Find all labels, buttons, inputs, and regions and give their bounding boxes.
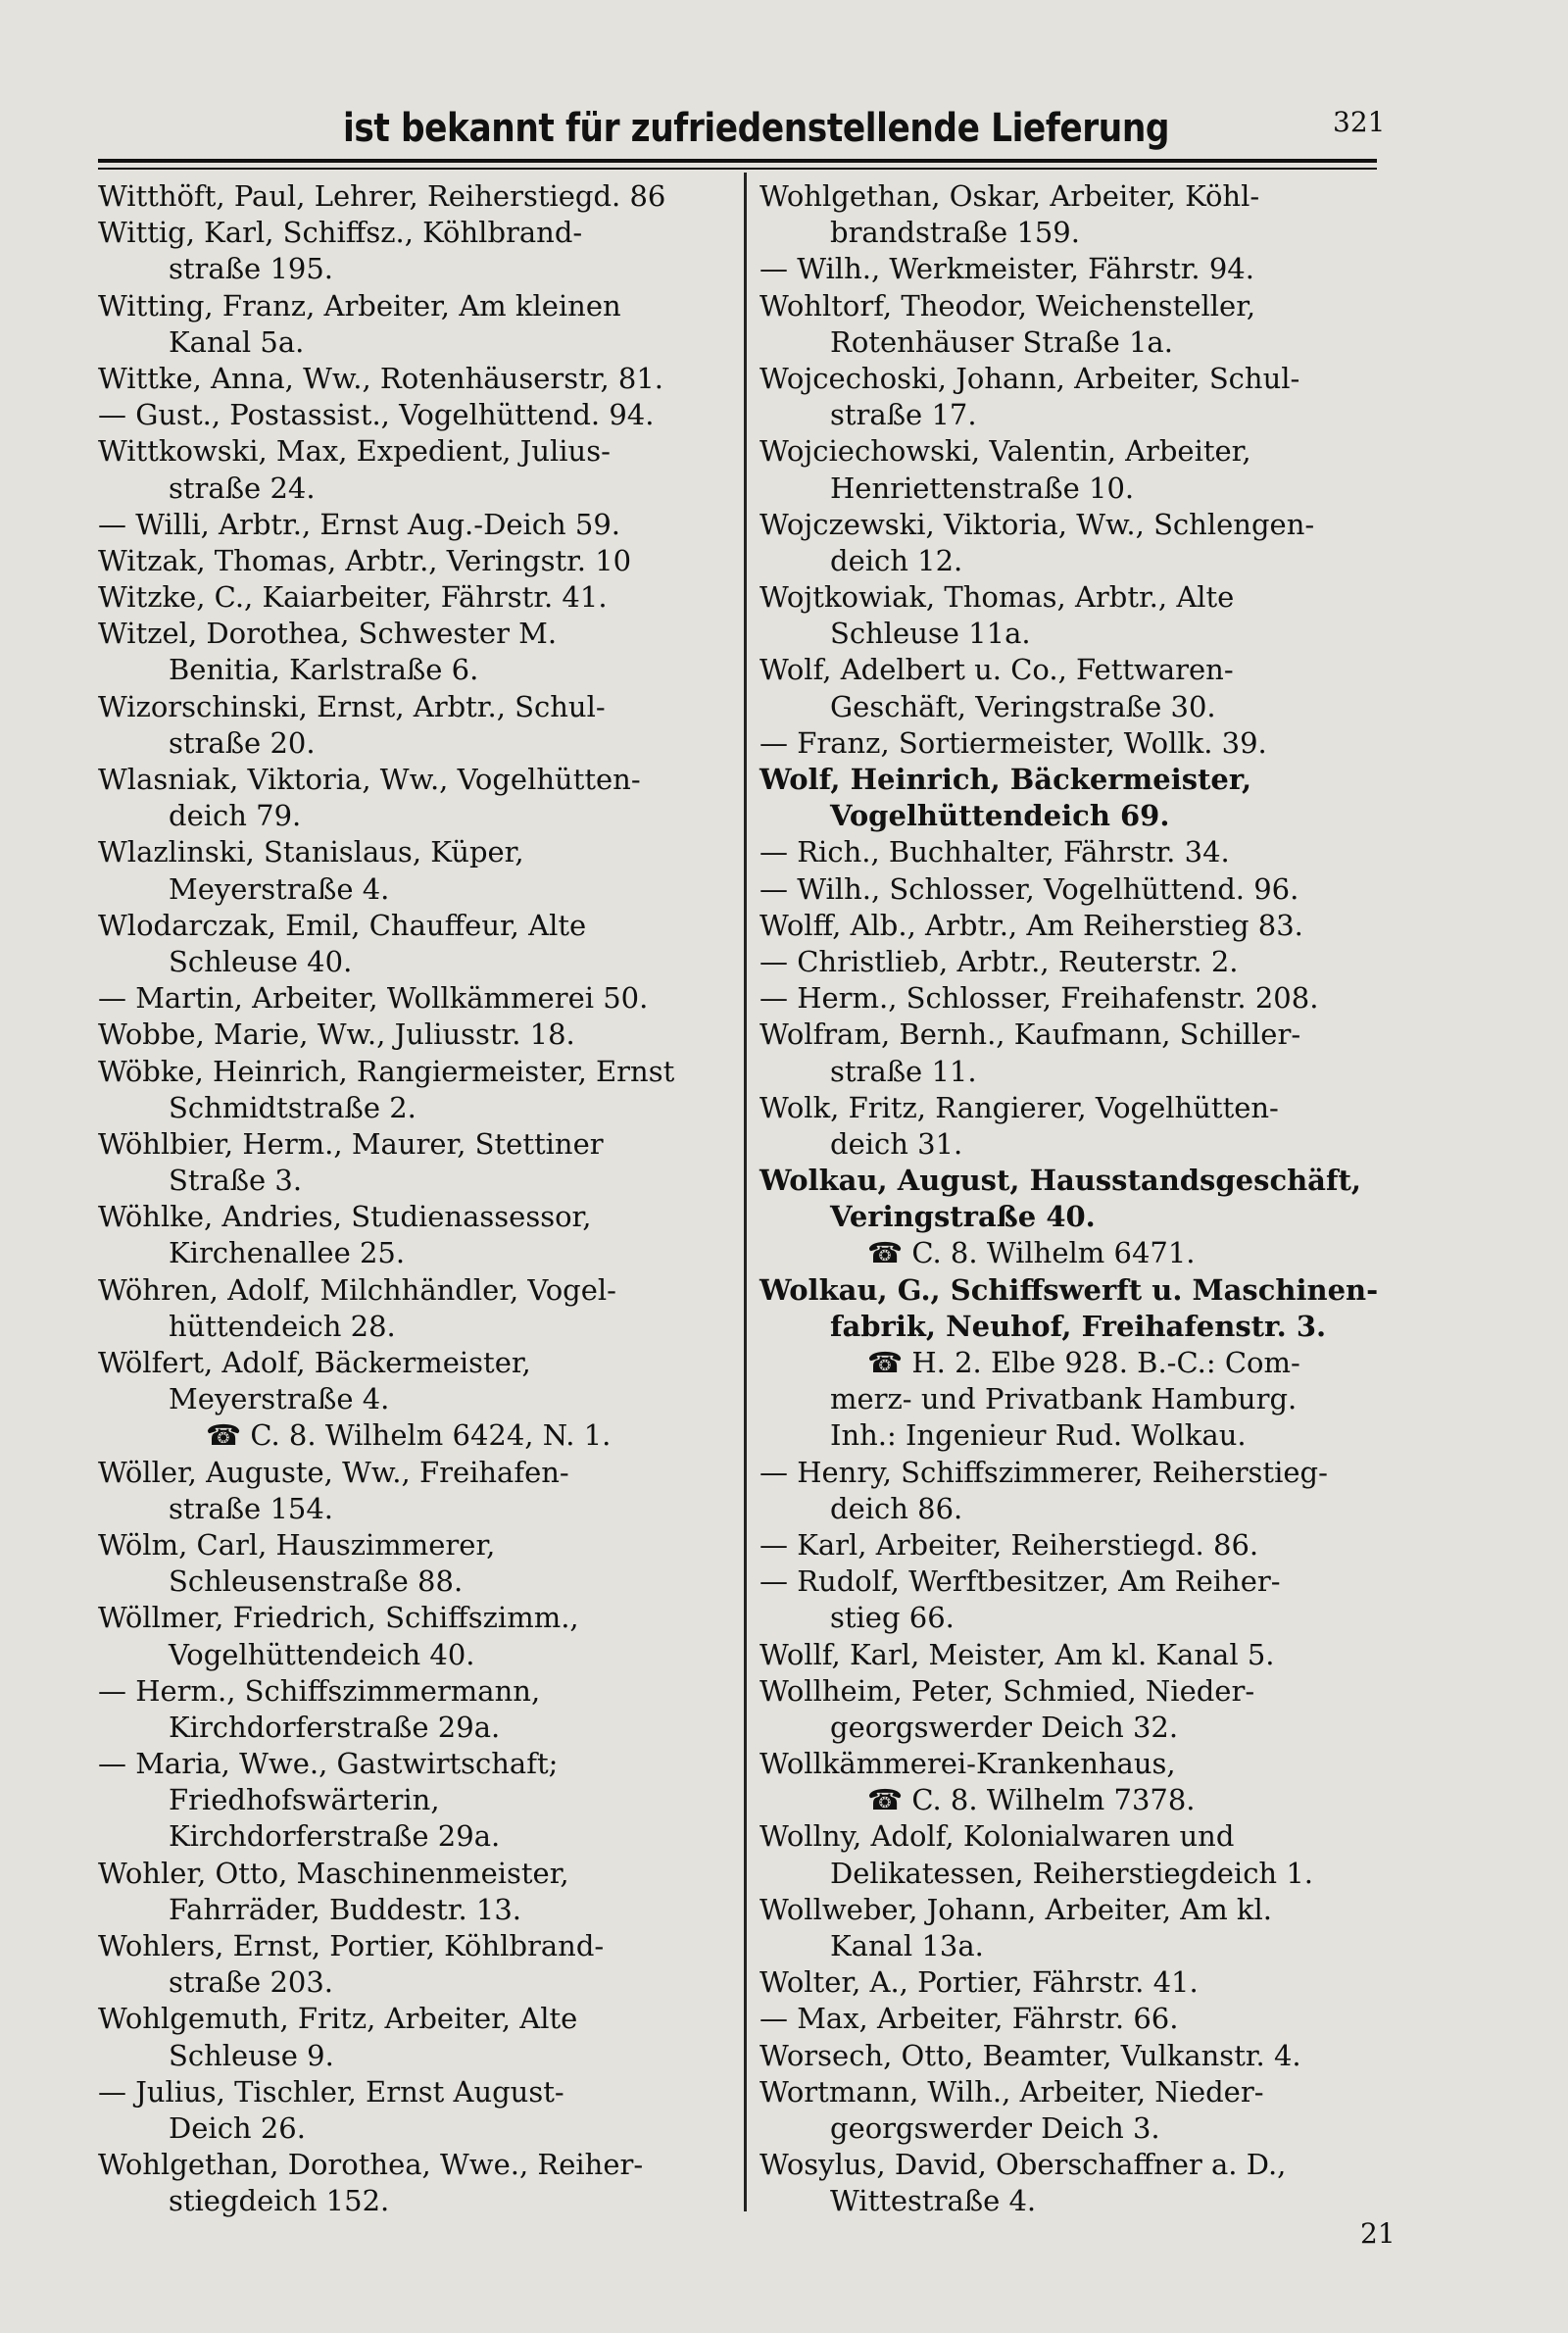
directory-entry-line: hüttendeich 28.: [169, 1309, 396, 1343]
directory-entry-line: straße 20.: [169, 725, 316, 760]
directory-entry-line: Friedhofswärterin,: [169, 1783, 440, 1817]
directory-entry-line: Wlasniak, Viktoria, Ww., Vogelhütten-: [98, 763, 641, 796]
directory-entry-line: straße 154.: [169, 1491, 334, 1525]
directory-entry-line: georgswerder Deich 3.: [830, 2110, 1160, 2145]
directory-entry-line: Wölfert, Adolf, Bäckermeister,: [98, 1346, 531, 1379]
header-rule-thick: [98, 159, 1377, 163]
directory-entry-line: Witting, Franz, Arbeiter, Am kleinen: [98, 288, 621, 323]
directory-entry-line: fabrik, Neuhof, Freihafenstr. 3.: [830, 1309, 1327, 1343]
directory-entry-line: Schleuse 11a.: [830, 617, 1031, 651]
directory-entry-line: Geschäft, Veringstraße 30.: [830, 689, 1216, 723]
directory-entry-line: deich 86.: [830, 1491, 963, 1525]
directory-entry-line: Wittestraße 4.: [830, 2184, 1037, 2218]
directory-entry-line: — Willi, Arbtr., Ernst Aug.-Deich 59.: [98, 507, 621, 541]
directory-entry-line: georgswerder Deich 32.: [830, 1710, 1179, 1744]
directory-entry-line: Wöhlbier, Herm., Maurer, Stettiner: [98, 1126, 604, 1161]
directory-entry-line: Schleuse 40.: [169, 944, 353, 978]
directory-entry-line: Wobbe, Marie, Ww., Juliusstr. 18.: [98, 1018, 575, 1052]
directory-entry-line: Schleuse 9.: [169, 2038, 334, 2072]
directory-entry-line: ☎ C. 8. Wilhelm 6471.: [867, 1236, 1196, 1270]
directory-entry-line: — Herm., Schiffszimmermann,: [98, 1673, 541, 1708]
directory-entry-line: ☎ C. 8. Wilhelm 7378.: [867, 1783, 1196, 1817]
directory-entry-line: — Christlieb, Arbtr., Reuterstr. 2.: [760, 944, 1239, 978]
directory-entry-line: — Wilh., Schlosser, Vogelhüttend. 96.: [760, 871, 1299, 906]
directory-entry-line: Straße 3.: [169, 1164, 303, 1198]
directory-entry-line: Kirchenallee 25.: [169, 1236, 406, 1270]
directory-entry-line: — Henry, Schiffszimmerer, Reiherstieg-: [760, 1455, 1328, 1489]
directory-entry-line: Meyerstraße 4.: [169, 871, 390, 906]
column-divider: [744, 173, 747, 2211]
directory-entry-line: Wolfram, Bernh., Kaufmann, Schiller-: [760, 1018, 1301, 1052]
directory-entry-line: Wollkämmerei-Krankenhaus,: [760, 1747, 1176, 1781]
directory-entry-line: Wortmann, Wilh., Arbeiter, Nieder-: [760, 2074, 1264, 2109]
directory-entry-line: — Wilh., Werkmeister, Fährstr. 94.: [760, 252, 1254, 286]
directory-entry-line: — Karl, Arbeiter, Reiherstiegd. 86.: [760, 1527, 1259, 1562]
directory-entry-line: stieg 66.: [830, 1601, 955, 1635]
directory-entry-line: merz- und Privatbank Hamburg.: [830, 1382, 1298, 1416]
directory-entry-line: Wollny, Adolf, Kolonialwaren und: [760, 1819, 1235, 1854]
directory-entry-line: — Rudolf, Werftbesitzer, Am Reiher-: [760, 1564, 1281, 1599]
directory-entry-line: — Rich., Buchhalter, Fährstr. 34.: [760, 835, 1230, 869]
directory-entry-line: Wojtkowiak, Thomas, Arbtr., Alte: [760, 580, 1235, 615]
directory-entry-line: Wohlgethan, Oskar, Arbeiter, Köhl-: [760, 179, 1260, 213]
directory-entry-line: Deich 26.: [169, 2110, 306, 2145]
directory-entry-line: Wolk, Fritz, Rangierer, Vogelhütten-: [760, 1090, 1279, 1124]
directory-entry-line: Witzak, Thomas, Arbtr., Veringstr. 10: [98, 543, 632, 577]
directory-entry-line: Witthöft, Paul, Lehrer, Reiherstiegd. 86: [98, 179, 666, 213]
directory-entry-line: Wittkowski, Max, Expedient, Julius-: [98, 434, 611, 469]
directory-entry-line: — Martin, Arbeiter, Wollkämmerei 50.: [98, 981, 649, 1016]
directory-entry-line: ☎ C. 8. Wilhelm 6424, N. 1.: [206, 1418, 612, 1453]
directory-entry-line: deich 31.: [830, 1126, 963, 1161]
directory-entry-line: Witzel, Dorothea, Schwester M.: [98, 617, 558, 651]
directory-entry-line: Wlazlinski, Stanislaus, Küper,: [98, 835, 524, 869]
directory-entry-line: Wlodarczak, Emil, Chauffeur, Alte: [98, 908, 587, 942]
directory-entry-line: — Julius, Tischler, Ernst August-: [98, 2074, 564, 2109]
directory-entry-line: Wolkau, August, Hausstandsgeschäft,: [760, 1164, 1361, 1198]
directory-entry-line: Wizorschinski, Ernst, Arbtr., Schul-: [98, 689, 606, 723]
directory-entry-line: straße 11.: [830, 1054, 977, 1088]
directory-entry-line: Kirchdorferstraße 29a.: [169, 1819, 501, 1854]
directory-entry-line: Worsech, Otto, Beamter, Vulkanstr. 4.: [760, 2038, 1301, 2072]
directory-entry-line: Wohlgemuth, Fritz, Arbeiter, Alte: [98, 2002, 578, 2036]
directory-entry-line: straße 195.: [169, 252, 334, 286]
directory-entry-line: Wolter, A., Portier, Fährstr. 41.: [760, 1965, 1199, 2000]
directory-entry-line: Wojciechowski, Valentin, Arbeiter,: [760, 434, 1251, 469]
directory-entry-line: Vogelhüttendeich 69.: [830, 799, 1170, 833]
directory-entry-line: Wohlgethan, Dorothea, Wwe., Reiher-: [98, 2148, 644, 2182]
directory-entry-line: Delikatessen, Reiherstiegdeich 1.: [830, 1856, 1313, 1890]
directory-entry-line: Witzke, C., Kaiarbeiter, Fährstr. 41.: [98, 580, 608, 615]
directory-entry-line: Schleusenstraße 88.: [169, 1564, 464, 1599]
directory-entry-line: Wittig, Karl, Schiffsz., Köhlbrand-: [98, 216, 583, 250]
directory-entry-line: Wollf, Karl, Meister, Am kl. Kanal 5.: [760, 1637, 1275, 1671]
directory-entry-line: Kirchdorferstraße 29a.: [169, 1710, 501, 1744]
directory-entry-line: Wölm, Carl, Hauszimmerer,: [98, 1527, 496, 1562]
directory-entry-line: Meyerstraße 4.: [169, 1382, 390, 1416]
directory-entry-line: — Maria, Wwe., Gastwirtschaft;: [98, 1747, 559, 1781]
directory-entry-line: Fahrräder, Buddestr. 13.: [169, 1892, 522, 1926]
directory-entry-line: brandstraße 159.: [830, 216, 1080, 250]
directory-entry-line: Rotenhäuser Straße 1a.: [830, 324, 1173, 359]
directory-entry-line: — Gust., Postassist., Vogelhüttend. 94.: [98, 398, 655, 432]
directory-entry-line: Schmidtstraße 2.: [169, 1090, 416, 1124]
directory-entry-line: Vogelhüttendeich 40.: [169, 1637, 475, 1671]
directory-entry-line: — Herm., Schlosser, Freihafenstr. 208.: [760, 981, 1319, 1016]
right-column: [760, 178, 1387, 2220]
directory-entry-line: straße 203.: [169, 1965, 334, 2000]
directory-entry-line: Veringstraße 40.: [830, 1200, 1096, 1234]
directory-entry-line: ☎ H. 2. Elbe 928. B.-C.: Com-: [867, 1346, 1300, 1379]
directory-entry-line: Wolf, Heinrich, Bäckermeister,: [760, 763, 1252, 796]
directory-entry-line: — Max, Arbeiter, Fährstr. 66.: [760, 2002, 1179, 2036]
directory-entry-line: Inh.: Ingenieur Rud. Wolkau.: [830, 1418, 1247, 1453]
left-column: [98, 178, 725, 2220]
directory-entry-line: Wöbke, Heinrich, Rangiermeister, Ernst: [98, 1054, 675, 1088]
directory-entry-line: Wojcechoski, Johann, Arbeiter, Schul-: [760, 361, 1300, 395]
directory-entry-line: straße 24.: [169, 471, 316, 505]
directory-entry-line: Wolkau, G., Schiffswerft u. Maschinen-: [760, 1272, 1379, 1307]
directory-entry-line: straße 17.: [830, 398, 977, 432]
directory-entry-line: Wolf, Adelbert u. Co., Fettwaren-: [760, 653, 1234, 687]
directory-entry-line: Wöhren, Adolf, Milchhändler, Vogel-: [98, 1272, 616, 1307]
directory-entry-line: Wöllmer, Friedrich, Schiffszimm.,: [98, 1601, 579, 1635]
directory-entry-line: deich 12.: [830, 543, 963, 577]
page-header-title: ist bekannt für zufriedenstellende Lieferung: [343, 106, 1170, 151]
directory-entry-line: Kanal 5a.: [169, 324, 305, 359]
directory-entry-line: Wöhlke, Andries, Studienassessor,: [98, 1200, 592, 1234]
directory-entry-line: Wollweber, Johann, Arbeiter, Am kl.: [760, 1892, 1272, 1926]
directory-entry-line: — Franz, Sortiermeister, Wollk. 39.: [760, 725, 1267, 760]
directory-entry-line: Kanal 13a.: [830, 1929, 984, 1962]
directory-entry-line: Wollheim, Peter, Schmied, Nieder-: [760, 1673, 1255, 1708]
directory-entry-line: Henriettenstraße 10.: [830, 471, 1135, 505]
directory-entry-line: Wohltorf, Theodor, Weichensteller,: [760, 288, 1256, 323]
directory-entry-line: Wolff, Alb., Arbtr., Am Reiherstieg 83.: [760, 908, 1303, 942]
signature-number: 21: [1360, 2217, 1396, 2250]
header-rule-thin: [98, 168, 1377, 170]
page-number: 321: [1333, 106, 1386, 138]
directory-entry-line: Wohler, Otto, Maschinenmeister,: [98, 1856, 569, 1890]
directory-entry-line: stiegdeich 152.: [169, 2184, 390, 2218]
directory-entry-line: Wöller, Auguste, Ww., Freihafen-: [98, 1455, 569, 1489]
directory-entry-line: Wittke, Anna, Ww., Rotenhäuserstr, 81.: [98, 361, 664, 395]
directory-entry-line: Benitia, Karlstraße 6.: [169, 653, 479, 687]
directory-entry-line: deich 79.: [169, 799, 302, 833]
directory-entry-line: Wojczewski, Viktoria, Ww., Schlengen-: [760, 507, 1315, 541]
directory-entry-line: Wosylus, David, Oberschaffner a. D.,: [760, 2148, 1287, 2182]
directory-entry-line: Wohlers, Ernst, Portier, Köhlbrand-: [98, 1929, 605, 1962]
